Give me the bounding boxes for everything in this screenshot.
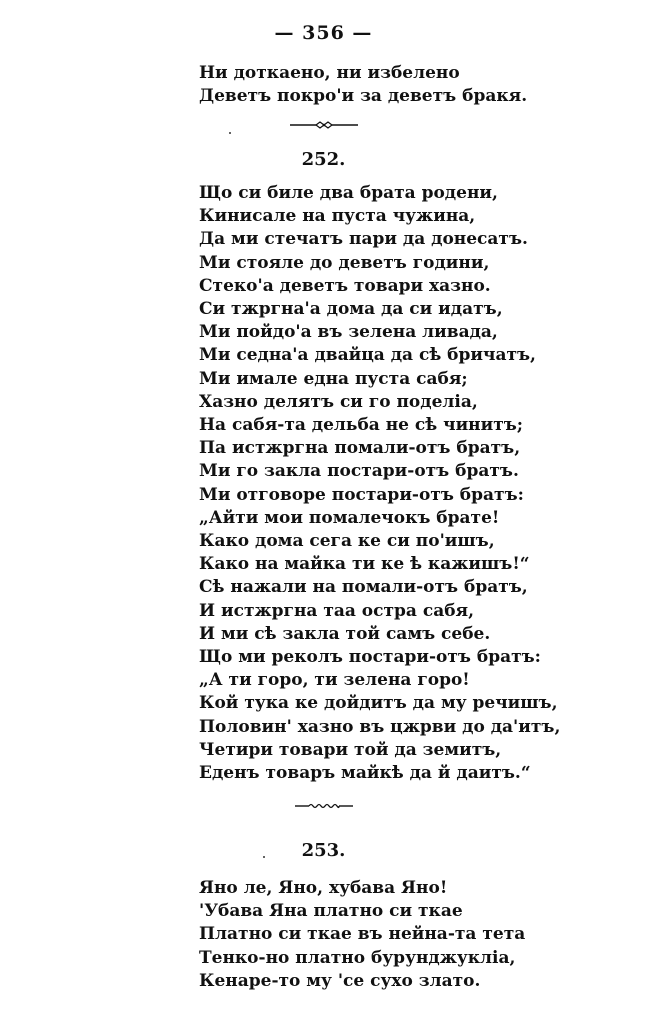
poem-line: Ми имале една пуста сабя; [199,368,468,389]
poem-line: И ми сѣ закла той самъ себе. [199,623,491,644]
poem-line: Що си биле два брата родени, [199,183,498,203]
poem-line: Кинисале на пуста чужина, [199,206,476,227]
poem-line: 'Убава Яна платно си ткае [199,901,463,922]
poem-line: Деветъ покро'и за деветъ бракя. [199,86,528,107]
poem-line: Како на майка ти ке ѣ кажишъ!“ [199,554,530,575]
page-number: — 356 — [274,22,373,44]
poem-line: И истжргна таа остра сабя, [199,600,475,621]
poem-252-text [199,182,629,785]
poem-line: На сабя-та дельба не сѣ чинитъ; [199,415,524,436]
poem-line: Що ми реколъ постари-отъ братъ: [199,647,541,668]
poem-line: Кой тука ке дойдитъ да му речишъ, [199,693,558,714]
poem-line: Да ми стечатъ пари да донесатъ. [199,229,528,250]
poem-line: Па истжргна помали-отъ братъ, [199,438,521,459]
wavy-rule-icon [289,801,359,811]
poem-line: Половин' хазно въ цжрви до да'итъ, [199,716,561,737]
poem-line: Хазно делятъ си го поделіа, [199,391,478,412]
poem-line: Си тжргна'а дома да си идатъ, [199,299,503,320]
poem-line: Ми пойдо'а въ зелена ливада, [199,322,498,343]
poem-line: Яно ле, Яно, хубава Яно! [199,878,448,898]
poem-line: Ми седна'а двайца да сѣ бричатъ, [199,345,536,366]
poem-253-text [199,877,629,993]
poem-line: Ми отговоре постари-отъ братъ: [199,484,524,505]
poem-line: Сѣ нажали на помали-отъ братъ, [199,577,528,598]
poem-line: Стеко'а деветъ товари хазно. [199,275,491,296]
poem-line: Ми го закла постари-отъ братъ. [199,461,519,482]
poem-number-253: 253. [301,840,346,861]
ornament-rule-icon [284,119,364,131]
poem-line: Како дома сега ке си по'ишъ, [199,531,495,552]
poem-line: „Айти мои помалечокъ брате! [199,507,500,528]
poem-line: Еденъ товаръ майкѣ да й даитъ.“ [199,763,531,784]
ornamental-divider [0,119,647,131]
poem-line: Ни доткаено, ни избелено [199,63,460,83]
poem-number-252: 252. [301,149,346,170]
ornamental-divider [0,801,647,811]
print-speck [229,132,231,134]
poem-line: Тенко-но платно бурунджукліа, [199,947,516,968]
poem-line: Ми стояле до деветъ години, [199,252,490,273]
previous-poem-ending [199,62,629,108]
poem-line: „А ти горо, ти зелена горо! [199,670,470,691]
poem-line: Платно си ткае въ нейна-та тета [199,924,526,945]
poem-line: Кенаре-то му 'се сухо злато. [199,970,481,991]
poem-line: Четири товари той да земитъ, [199,739,502,760]
